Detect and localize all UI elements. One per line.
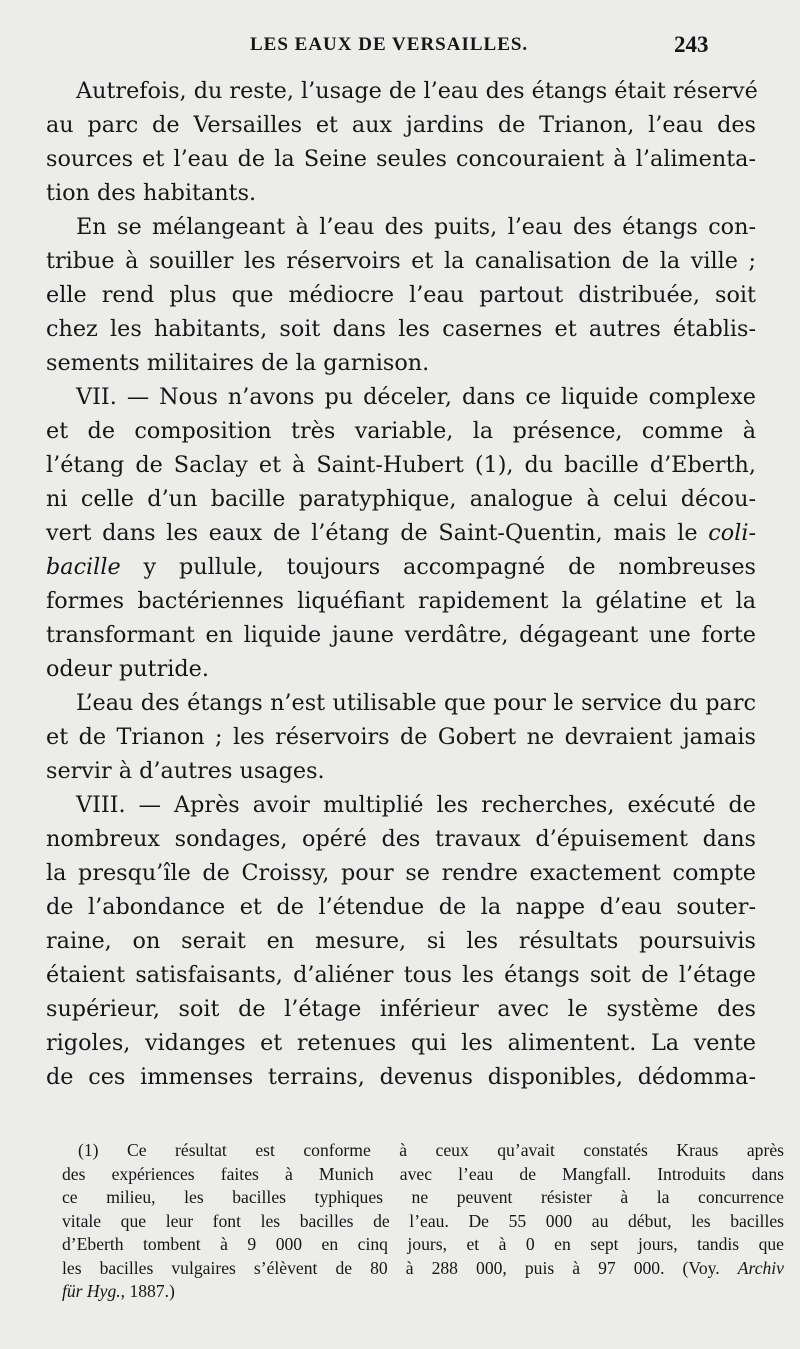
text-line: servir à d’autres usages.: [46, 758, 325, 784]
footnote-line-with-italic: [62, 1257, 784, 1281]
text-line: raine, on serait en mesure, si les résultats poursuivis: [46, 928, 756, 954]
footnote-fragment: , 1887.): [120, 1281, 175, 1301]
text-line: formes bactériennes liquéfiant rapidement la gélatine et la: [46, 588, 756, 614]
text-line: ni celle d’un bacille paratyphique, analogue à celui décou-: [46, 486, 756, 512]
text-line: rigoles, vidanges et retenues qui les alimentent. La vente: [46, 1030, 756, 1056]
text-line: étaient satisfaisants, d’aliéner tous les étangs soit de l’étage: [46, 962, 756, 988]
running-title: LES EAUX DE VERSAILLES.: [250, 34, 529, 55]
text-line: sements militaires de la garnison.: [46, 350, 430, 376]
text-line: au parc de Versailles et aux jardins de Trianon, l’eau des: [46, 112, 756, 138]
text-fragment: y pullule, toujours accompagné de nombreuses: [120, 554, 756, 580]
text-line: odeur putride.: [46, 656, 209, 682]
text-fragment: vert dans les eaux de l’étang de Saint-Quentin, mais le: [46, 520, 709, 546]
italic-fragment: Archiv: [737, 1257, 784, 1278]
italic-fragment: coli-: [708, 520, 756, 546]
main-text: [46, 74, 756, 1094]
italic-fragment: bacille: [46, 554, 121, 580]
footnote-line: (1) Ce résultat est conforme à ceux qu’avait constatés Kraus après: [78, 1140, 784, 1160]
text-line: de l’abondance et de l’étendue de la nappe d’eau souter-: [46, 894, 756, 920]
footnote-line: vitale que leur font les bacilles de l’eau. De 55 000 au début, les bacilles: [62, 1210, 784, 1231]
text-line: chez les habitants, soit dans les casernes et autres établis-: [46, 316, 756, 342]
text-line: et de composition très variable, la présence, comme à: [46, 418, 756, 444]
text-line: VIII. — Après avoir multiplié les recherches, exécuté de: [76, 792, 756, 818]
footnote-line: ce milieu, les bacilles typhiques ne peuvent résister à la concurrence: [62, 1187, 784, 1207]
text-line: VII. — Nous n’avons pu déceler, dans ce liquide complexe: [76, 384, 756, 410]
text-line: tion des habitants.: [46, 180, 257, 206]
footnote-line-last: [62, 1280, 784, 1304]
text-line: et de Trianon ; les réservoirs de Gobert ne devraient jamais: [46, 724, 756, 750]
footnote-fragment: les bacilles vulgaires s’élèvent de 80 à 288 000, puis à 97 000. (Voy.: [62, 1257, 720, 1278]
text-line: l’étang de Saclay et à Saint-Hubert (1), du bacille d’Eberth,: [46, 452, 756, 478]
text-line: de ces immenses terrains, devenus disponibles, dédomma-: [46, 1064, 756, 1090]
text-line: L’eau des étangs n’est utilisable que pour le service du parc: [76, 690, 756, 716]
text-line: Autrefois, du reste, l’usage de l’eau des étangs était réservé: [76, 78, 758, 104]
footnote-line: d’Eberth tombent à 9 000 en cinq jours, et à 0 en sept jours, tandis que: [62, 1234, 784, 1254]
footnote-line: des expériences faites à Munich avec l’eau de Mangfall. Introduits dans: [62, 1163, 784, 1184]
text-line: elle rend plus que médiocre l’eau partout distribuée, soit: [46, 282, 756, 308]
text-line: nombreux sondages, opéré des travaux d’épuisement dans: [46, 826, 756, 852]
text-line-italic-end: [46, 516, 756, 550]
text-line: supérieur, soit de l’étage inférieur avec le système des: [46, 996, 756, 1022]
page-number: 243: [674, 32, 709, 57]
text-line-italic-start: [46, 550, 756, 584]
text-line: tribue à souiller les réservoirs et la canalisation de la ville ;: [46, 248, 756, 274]
text-line: la presqu’île de Croissy, pour se rendre exactement compte: [46, 860, 756, 886]
page-header: [0, 34, 800, 64]
footnote: [62, 1139, 784, 1304]
text-line: transformant en liquide jaune verdâtre, dégageant une forte: [46, 622, 756, 648]
text-line: En se mélangeant à l’eau des puits, l’eau des étangs con-: [76, 214, 756, 240]
italic-fragment: für Hyg.: [62, 1281, 121, 1301]
text-line: sources et l’eau de la Seine seules concouraient à l’alimenta-: [46, 146, 756, 172]
